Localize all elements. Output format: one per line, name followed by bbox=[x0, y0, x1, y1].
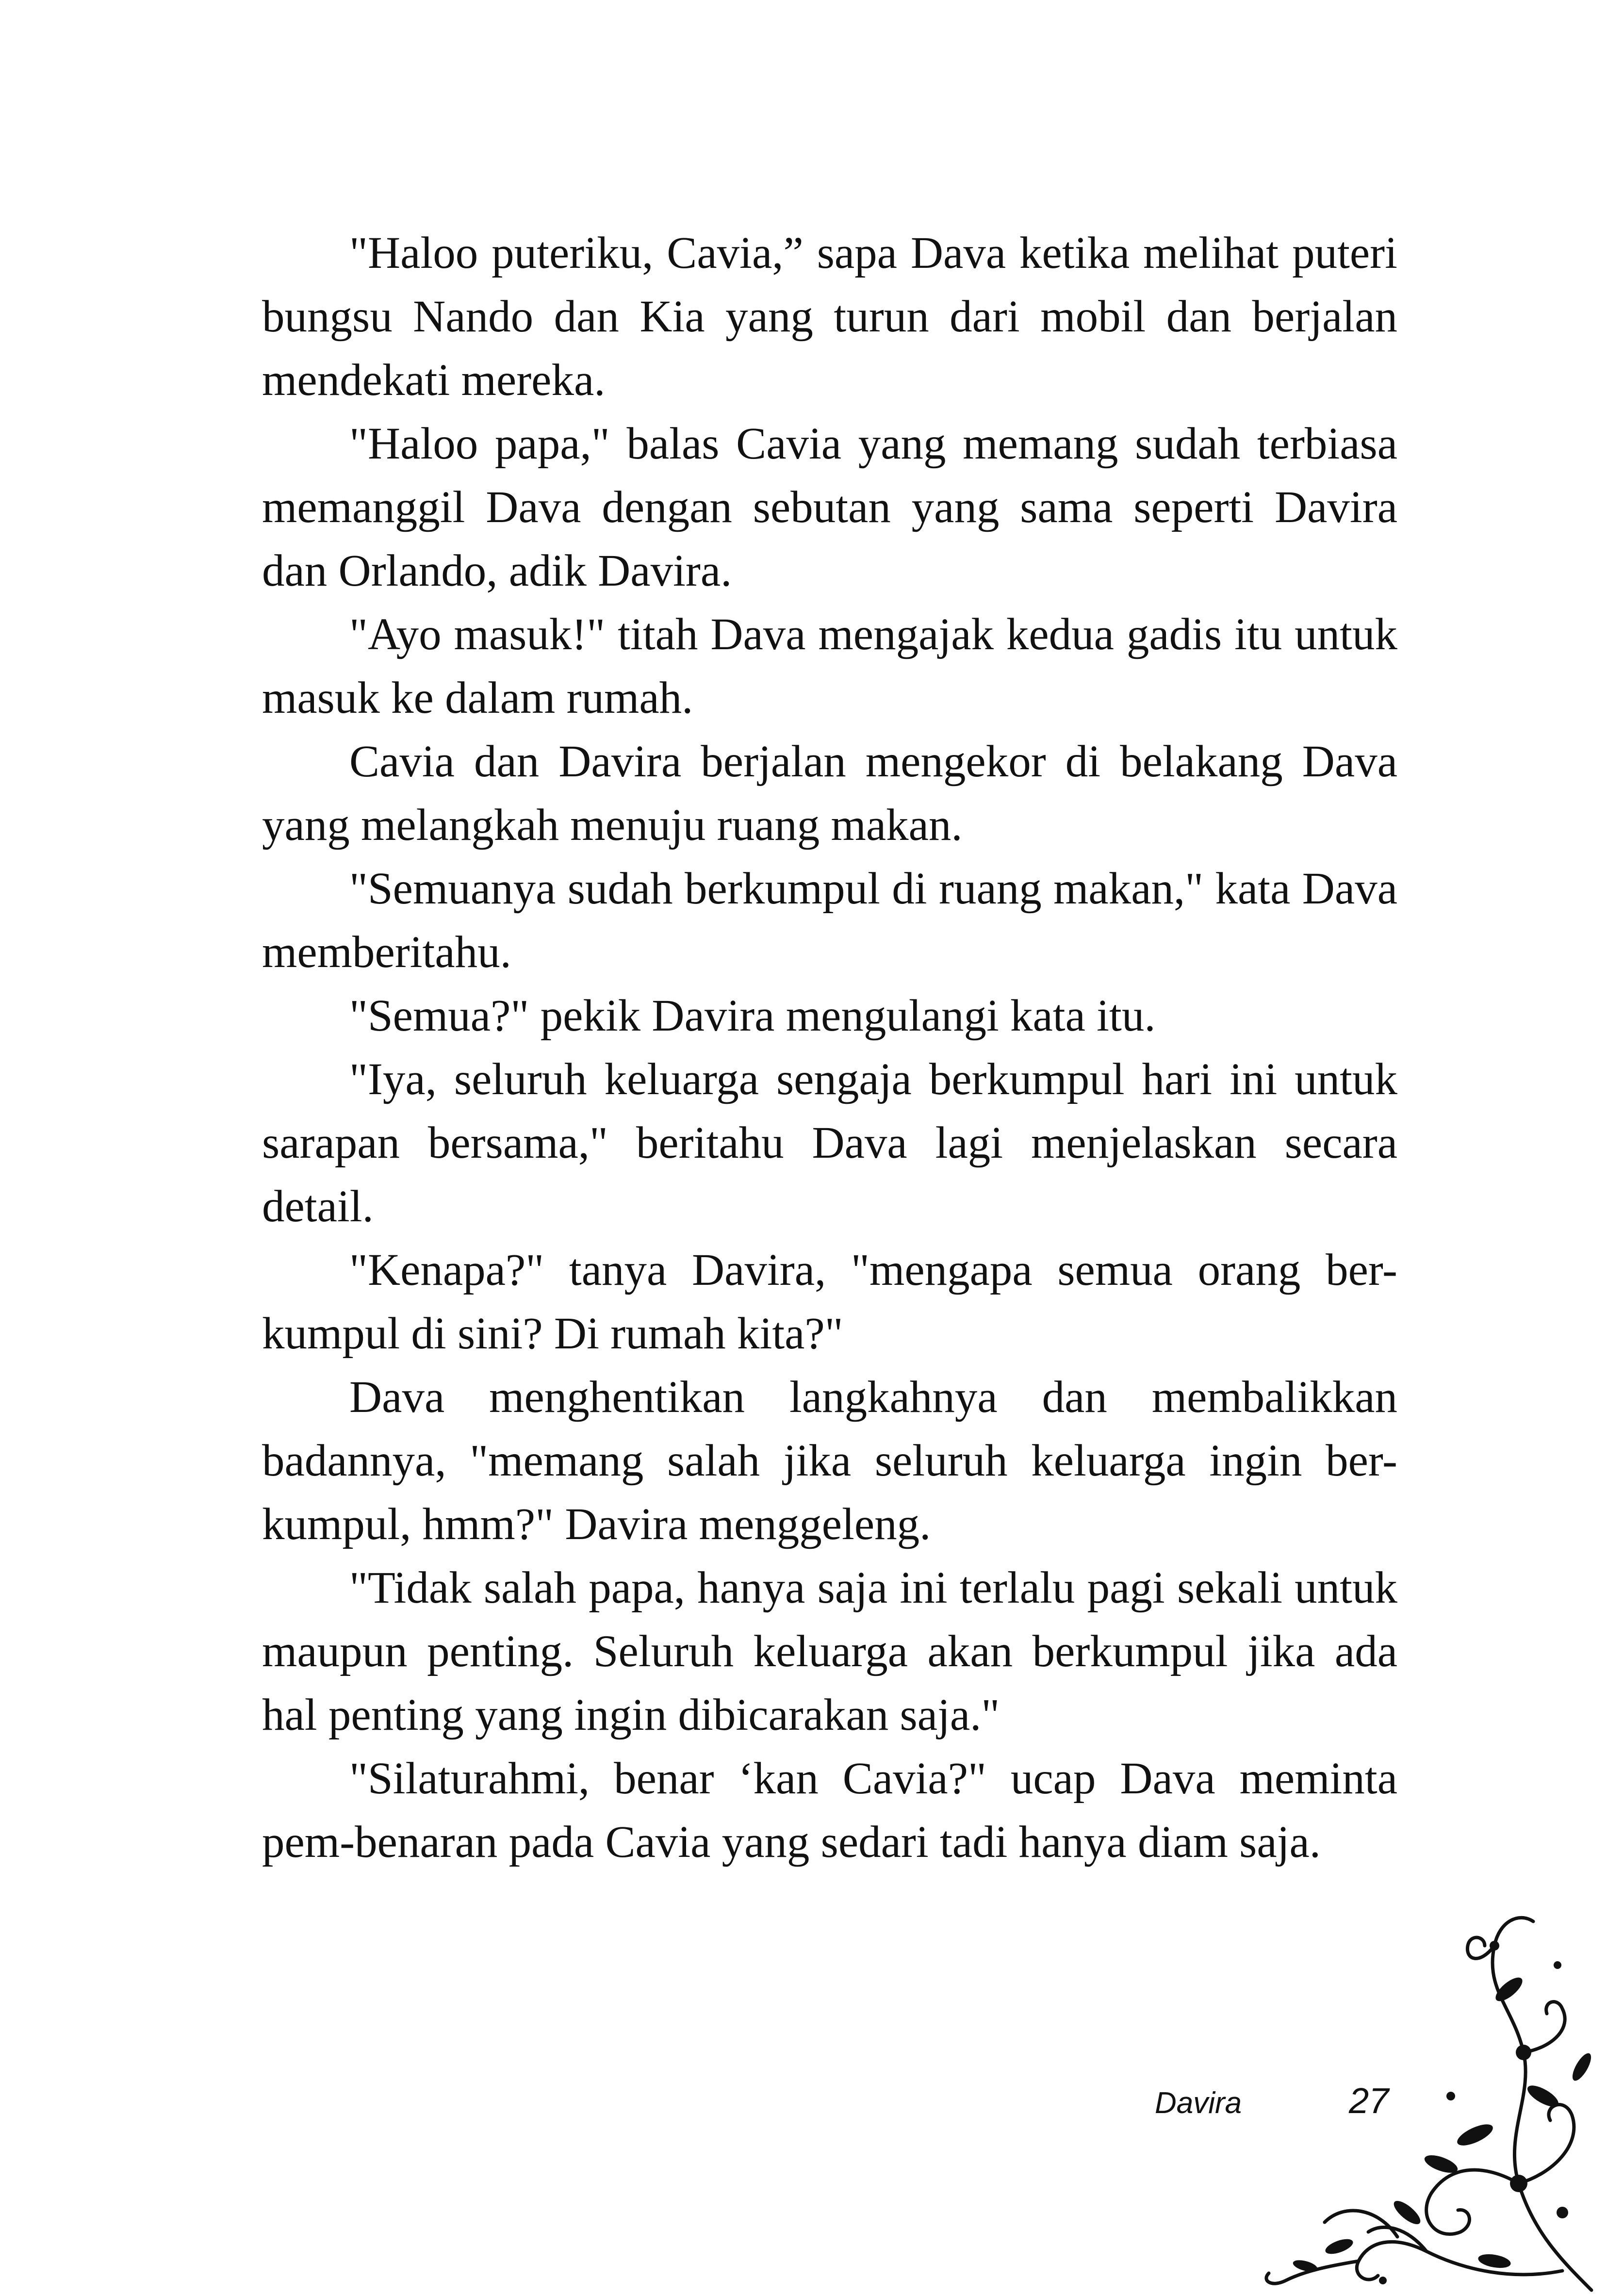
footer-book-title: Davira bbox=[1155, 2086, 1242, 2120]
paragraph: "Semuanya sudah berkumpul di ruang makan," kata Dava memberitahu. bbox=[262, 864, 1397, 977]
paragraph: Cavia dan Davira berjalan mengekor di belakang Dava yang melangkah menuju ruang makan. bbox=[262, 737, 1397, 850]
paragraph: "Iya, seluruh keluarga sengaja berkumpul hari ini untuk sarapan bersama," beritahu Dava lagi menjelaskan secara detail. bbox=[262, 1054, 1397, 1231]
paragraph: "Tidak salah papa, hanya saja ini terlalu pagi sekali untuk maupun penting. Seluruh keluarga akan berkumpul jika ada hal penting yang ingin dibicarakan saja." bbox=[262, 1563, 1397, 1740]
paragraph: "Haloo puteriku, Cavia,” sapa Dava ketika melihat puteri bungsu Nando dan Kia yang turun dari mobil dan berjalan mendekati mereka. bbox=[262, 228, 1397, 405]
paragraph: "Ayo masuk!" titah Dava mengajak kedua gadis itu untuk masuk ke dalam rumah. bbox=[262, 609, 1397, 723]
paragraph: Dava menghentikan langkahnya dan membalikkan badannya, "memang salah jika seluruh keluarga ingin ber-kumpul, hmm?" Davira menggeleng. bbox=[262, 1372, 1397, 1549]
paragraph: "Haloo papa," balas Cavia yang memang sudah terbiasa memanggil Dava dengan sebutan yang sama seperti Davira dan Orlando, adik Davira. bbox=[262, 419, 1397, 596]
paragraph: "Kenapa?" tanya Davira, "mengapa semua orang ber-kumpul di sini? Di rumah kita?" bbox=[262, 1245, 1397, 1359]
paragraph: "Silaturahmi, benar ‘kan Cavia?" ucap Dava meminta pem-benaran pada Cavia yang sedari tadi hanya diam saja. bbox=[262, 1754, 1397, 1867]
paragraph: "Semua?" pekik Davira mengulangi kata itu. bbox=[349, 991, 1156, 1041]
page-number: 27 bbox=[1349, 2081, 1389, 2121]
floral-corner-ornament-icon bbox=[1223, 1892, 1607, 2296]
body-text bbox=[262, 221, 1397, 1874]
